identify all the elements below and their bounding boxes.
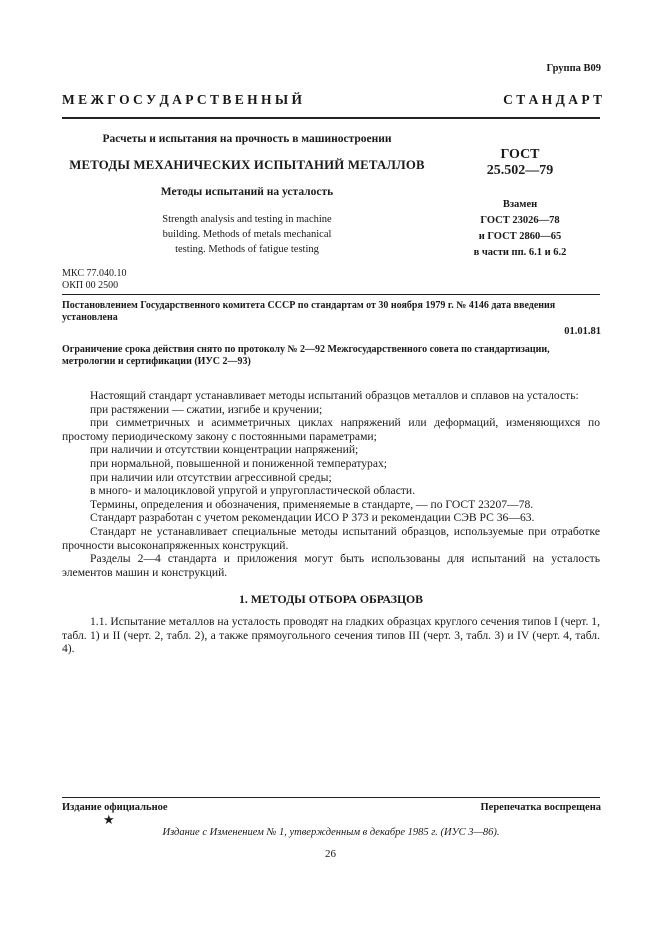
standard-banner xyxy=(62,92,602,108)
group-code: Группа В09 xyxy=(546,63,601,74)
official-edition: Издание официальное xyxy=(62,802,168,813)
gost-number: 25.502—79 xyxy=(486,163,554,178)
section-heading: 1. МЕТОДЫ ОТБОРА ОБРАЗЦОВ xyxy=(238,592,424,607)
mks-code: МКС 77.040.10 xyxy=(62,268,127,279)
edition-note: Издание с Изменением № 1, утвержденным в декабре 1985 г. (ИУС 3—86). xyxy=(162,827,500,838)
replaces-line: и ГОСТ 2860—65 xyxy=(478,231,562,242)
document-body xyxy=(62,389,600,656)
body-paragraph: при наличии или отсутствии агрессивной среды; xyxy=(90,470,332,484)
english-title-line: building. Methods of metals mechanical xyxy=(162,229,332,240)
okp-code: ОКП 00 2500 xyxy=(62,280,119,291)
subtitle-strength: Расчеты и испытания на прочность в машиностроении xyxy=(102,133,392,145)
body-paragraph: Термины, определения и обозначения, применяемые в стандарте, — по ГОСТ 23207—78. xyxy=(90,497,534,511)
reprint-prohibited: Перепечатка воспрещена xyxy=(480,802,601,813)
codes-rule xyxy=(62,294,600,295)
body-paragraph: при растяжении — сжатии, изгибе и кручении; xyxy=(90,402,323,416)
section-paragraph: 1.1. Испытание металлов на усталость проводят на гладких образцах круглого сечения типов I (черт. 1, табл. 1) и II (черт. 2, табл. 2), а также прямоугольного сечения типов III (черт. 3, табл. 3) и IV (черт. 4, табл. 4). xyxy=(62,614,600,656)
header-rule xyxy=(62,117,600,119)
page-number: 26 xyxy=(325,848,336,860)
replaces-line: в части пп. 6.1 и 6.2 xyxy=(473,247,567,258)
english-title xyxy=(62,212,432,257)
star-icon: ★ xyxy=(103,812,115,827)
body-paragraph: при симметричных и асимметричных циклах напряжений или деформаций, изменяющихся по простому периодическому закону с постоянными параметрами; xyxy=(62,416,600,443)
footer-rule xyxy=(62,797,600,798)
body-paragraph: Настоящий стандарт устанавливает методы испытаний образцов металлов и сплавов на усталость: xyxy=(90,389,579,402)
classification-codes xyxy=(62,268,126,292)
body-paragraph: Разделы 2—4 стандарта и приложения могут быть использованы для испытаний на усталость элементов машин и конструкций. xyxy=(62,552,600,579)
subtitle-fatigue: Методы испытаний на усталость xyxy=(160,186,334,198)
restriction-text: Ограничение срока действия снято по протоколу № 2—92 Межгосударственного совета по стандартизации, метрологии и сертификации (ИУС 2—93) xyxy=(62,344,550,367)
body-paragraph: Стандарт разработан с учетом рекомендации ИСО Р 373 и рекомендации СЭВ РС 36—63. xyxy=(90,511,535,525)
gost-designation xyxy=(440,147,600,179)
english-title-line: testing. Methods of fatigue testing xyxy=(175,244,319,255)
banner-word-standard: С Т А Н Д А Р Т xyxy=(503,92,602,107)
document-title: МЕТОДЫ МЕХАНИЧЕСКИХ ИСПЫТАНИЙ МЕТАЛЛОВ xyxy=(69,158,425,172)
effective-date: 01.01.81 xyxy=(564,326,601,337)
body-paragraph: при нормальной, повышенной и пониженной температурах; xyxy=(90,456,387,470)
decree-text: Постановлением Государственного комитета СССР по стандартам от 30 ноября 1979 г. № 4146 дата введения установлена xyxy=(62,300,556,323)
body-paragraph: Стандарт не устанавливает специальные методы испытаний образцов, используемые при отработке прочности высоконапряженных конструкций. xyxy=(62,524,600,552)
body-paragraph: при наличии и отсутствии концентрации напряжений; xyxy=(90,443,359,457)
english-title-line: Strength analysis and testing in machine xyxy=(162,214,332,225)
replaces-line: ГОСТ 23026—78 xyxy=(480,215,560,226)
body-paragraph: в много- и малоцикловой упругой и упругопластической области. xyxy=(90,484,416,498)
replaces-block xyxy=(440,197,600,261)
banner-word-interstate: М Е Ж Г О С У Д А Р С Т В Е Н Н Ы Й xyxy=(62,92,303,107)
replaces-line: Взамен xyxy=(502,199,538,210)
gost-label: ГОСТ xyxy=(500,147,540,162)
